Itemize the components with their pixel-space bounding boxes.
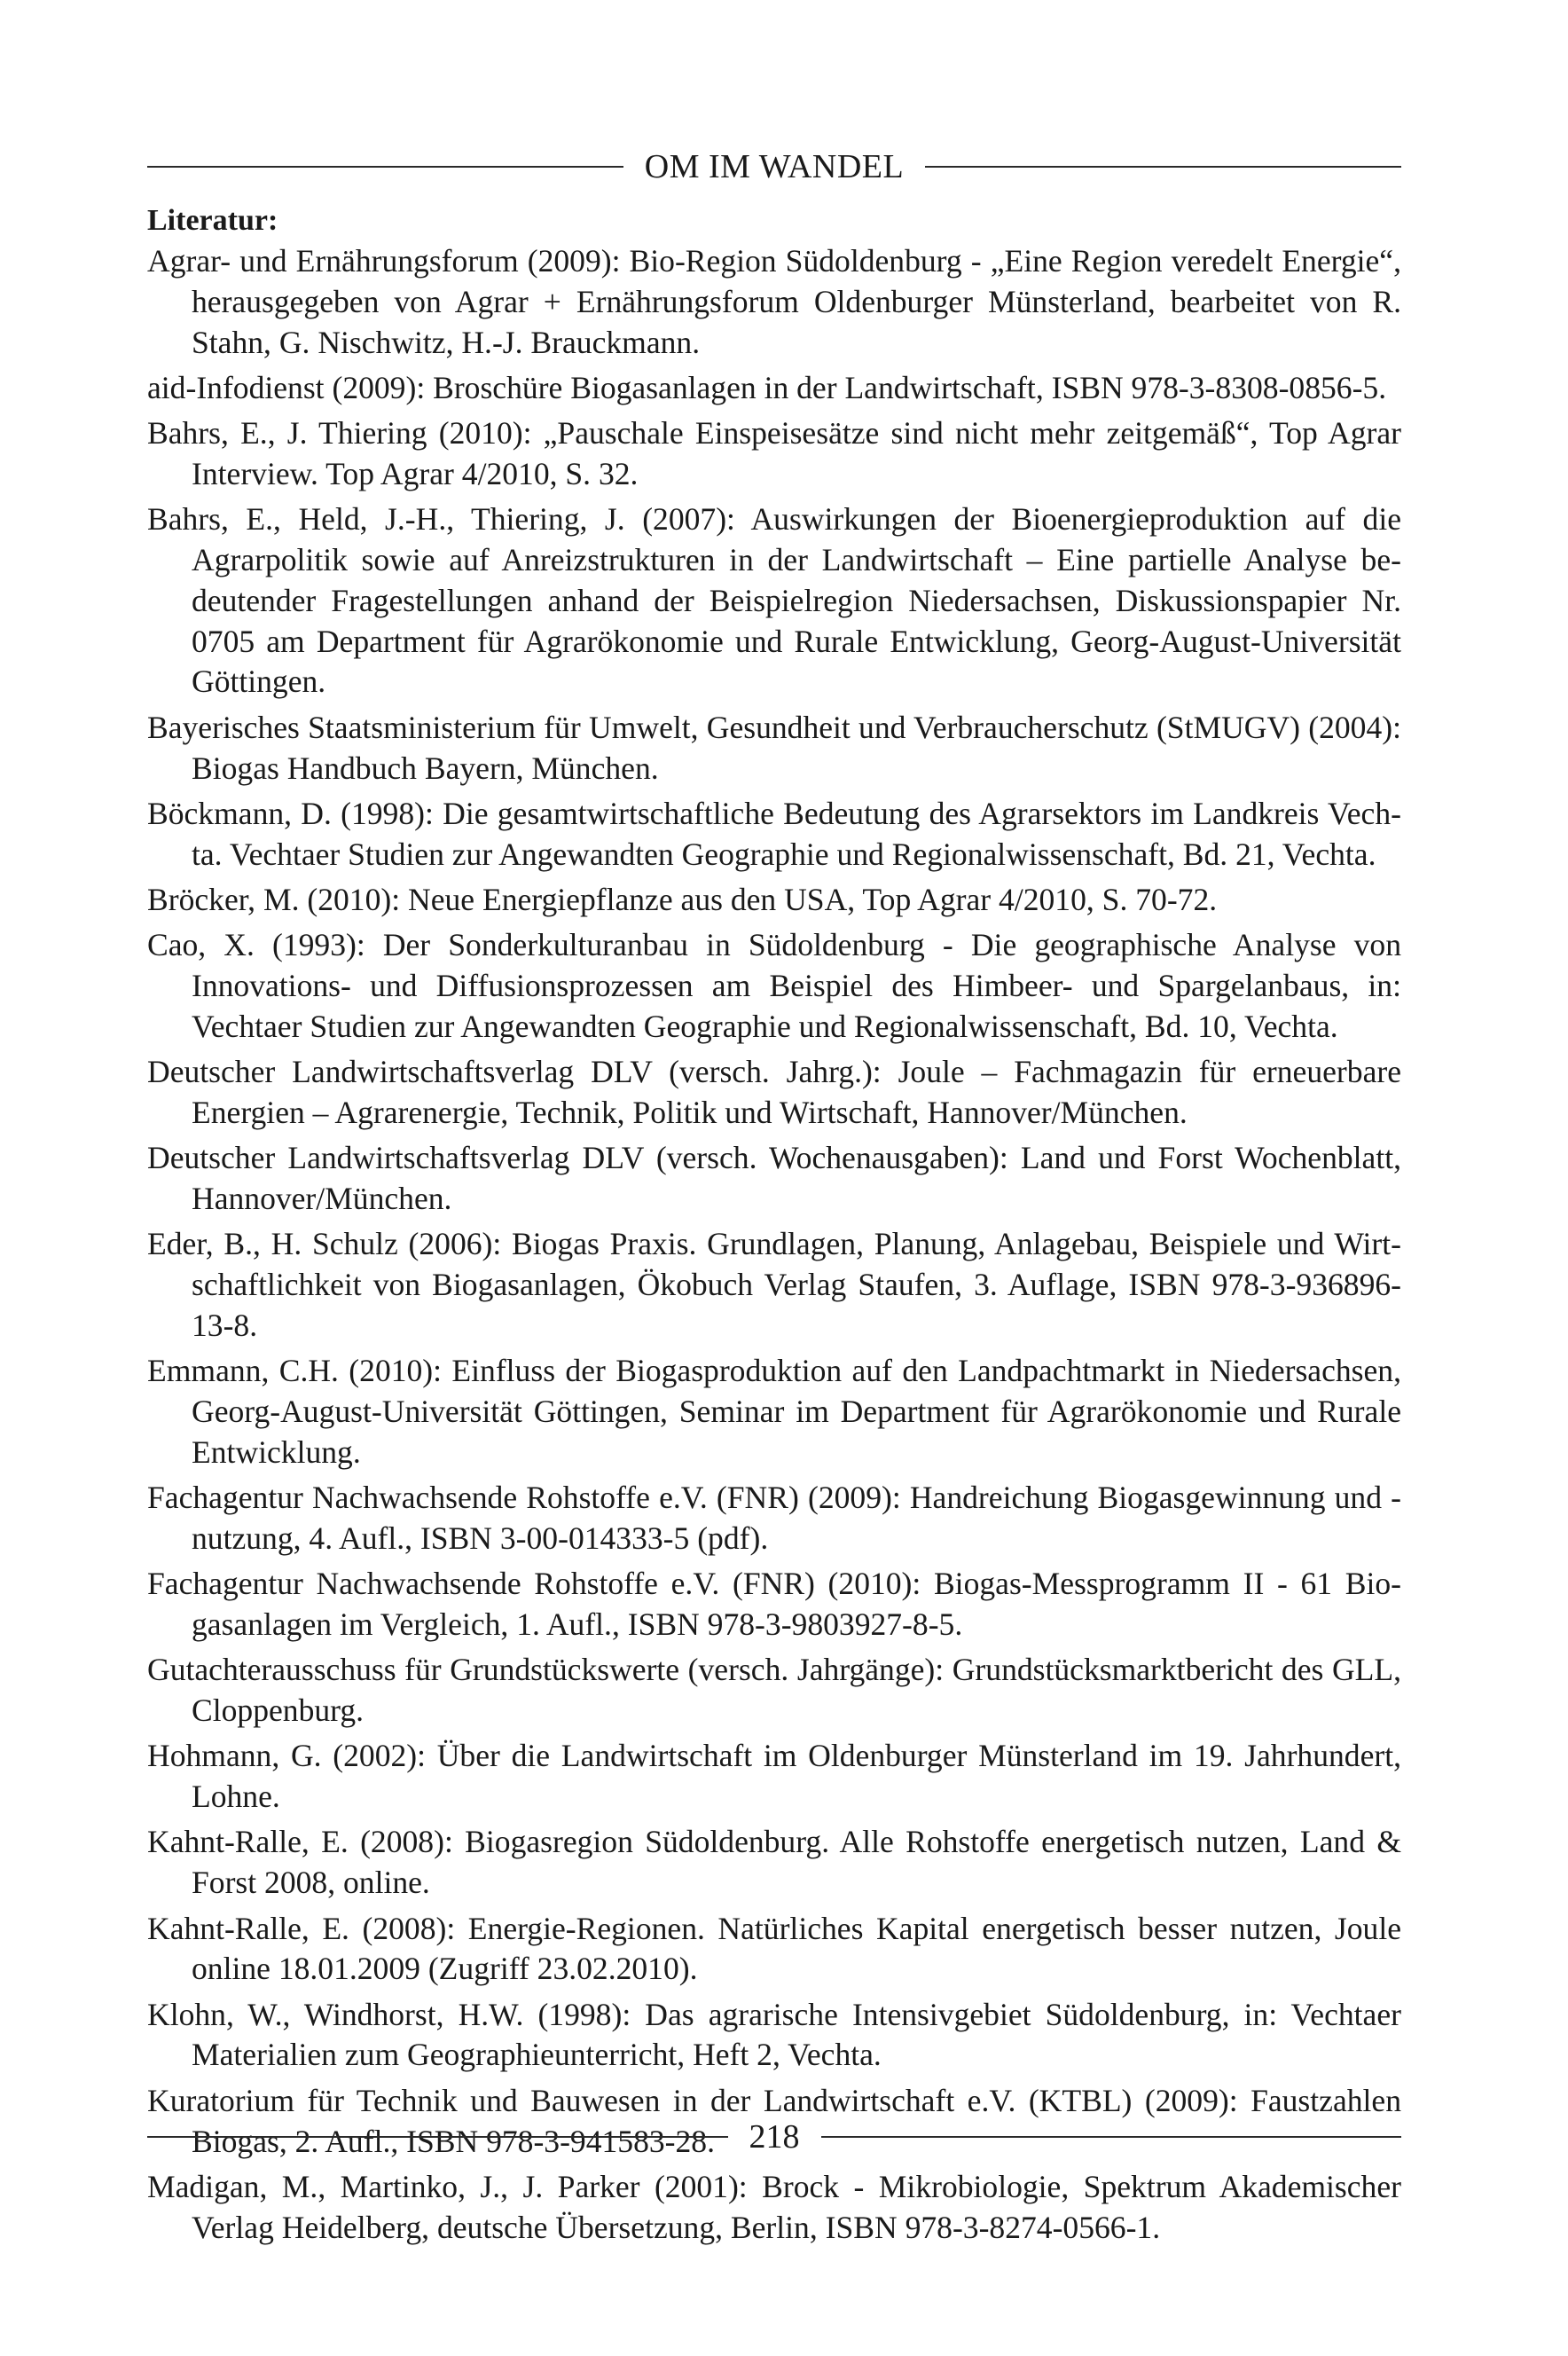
reference-item: Madigan, M., Martinko, J., J. Parker (2001): Brock - Mikrobiologie, Spektrum Akademischer Verlag Heidelberg, deutsche Übersetzung, Berlin, ISBN 978-3-8274-0566-1. [147,2168,1401,2245]
reference-item: Bröcker, M. (2010): Neue Energiepflanze aus den USA, Top Agrar 4/2010, S. 70-72. [147,881,1218,917]
header-title: OM IM WANDEL [644,148,905,185]
reference-item: Bahrs, E., Held, J.-H., Thiering, J. (2007): Auswirkungen der Bioenergieproduktion auf die Agrarpolitik sowie auf Anreizstrukturen in der Landwirtschaft – Eine partielle Analyse bedeutender Fragestellungen anhand der Beispielregion Niedersachsen, Diskussionspapier Nr. 0705 am Department für Agrarökonomie und Rurale Entwicklung, Georg-August-Universität Göttingen. [147,501,1401,700]
reference-item: Agrar- und Ernährungsforum (2009): Bio-Region Südoldenburg - „Eine Region veredelt Energie“, herausgegeben von Agrar + Ernährungsforum Oldenburger Münsterland, bearbeitet von R. Stahn, G. Nischwitz, H.-J. Brauckmann. [147,243,1401,360]
reference-item: Fachagentur Nachwachsende Rohstoffe e.V. (FNR) (2010): Biogas-Messprogramm II - 61 Biogasanlagen im Vergleich, 1. Aufl., ISBN 978-3-9803927-8-5. [147,1566,1401,1642]
reference-item: Bayerisches Staatsministerium für Umwelt, Gesundheit und Verbraucherschutz (StMUGV) (2004): Biogas Handbuch Bayern, München. [147,709,1401,786]
reference-item: Hohmann, G. (2002): Über die Landwirtschaft im Oldenburger Münsterland im 19. Jahrhundert, Lohne. [147,1738,1401,1815]
header-rule-left [147,166,623,168]
reference-item: Bahrs, E., J. Thiering (2010): „Pauschale Einspeisesätze sind nicht mehr zeitgemäß“, Top Agrar Interview. Top Agrar 4/2010, S. 32. [147,415,1401,491]
reference-item: Emmann, C.H. (2010): Einfluss der Biogasproduktion auf den Landpachtmarkt in Niedersachsen, Georg-August-Universität Göttingen, Seminar im Department für Agrarökonomie und Rurale Entwicklung. [147,1353,1401,1470]
reference-item: Kuratorium für Technik und Bauwesen in der Landwirtschaft e.V. (KTBL) (2009): Faustzahlen Biogas, 2. Aufl., ISBN 978-3-941583-28. [147,2082,1401,2159]
reference-item: Fachagentur Nachwachsende Rohstoffe e.V. (FNR) (2009): Handreichung Biogasgewinnung und -nutzung, 4. Aufl., ISBN 3-00-014333-5 (pdf). [147,1480,1401,1556]
section-title: Literatur: [147,204,278,237]
footer-rule-right [821,2136,1402,2138]
reference-item: aid-Infodienst (2009): Broschüre Biogasanlagen in der Landwirtschaft, ISBN 978-3-8308-0856-5. [147,369,1387,405]
main-content [147,200,1401,2253]
reference-item: Kahnt-Ralle, E. (2008): Energie-Regionen. Natürliches Kapital energetisch besser nutzen, Joule online 18.01.2009 (Zugriff 23.02.2010). [147,1910,1401,1987]
page-number: 218 [749,2118,800,2156]
reference-item: Böckmann, D. (1998): Die gesamtwirtschaftliche Bedeutung des Agrarsektors im Landkreis Vechta. Vechtaer Studien zur Angewandten Geographie und Regionalwissenschaft, Bd. 21, Vechta. [147,795,1401,872]
reference-list [147,241,1401,2248]
header-rule-right [925,166,1401,168]
running-header [147,142,1401,192]
reference-item: Gutachterausschuss für Grundstückswerte (versch. Jahrgänge): Grundstücksmarktbericht des GLL, Cloppenburg. [147,1652,1401,1729]
reference-item: Cao, X. (1993): Der Sonderkulturanbau in Südoldenburg - Die geographische Analyse von Innovations- und Diffusionsprozessen am Beispiel des Himbeer- und Spargelanbaus, in: Vechtaer Studien zur Angewandten Geographie und Regionalwissenschaft, Bd. 10, Vechta. [147,927,1401,1044]
reference-item: Klohn, W., Windhorst, H.W. (1998): Das agrarische Intensivgebiet Südoldenburg, in: Vechtaer Materialien zum Geographieunterricht, Heft 2, Vechta. [147,1996,1401,2073]
reference-item: Kahnt-Ralle, E. (2008): Biogasregion Südoldenburg. Alle Rohstoffe energetisch nutzen, Land & Forst 2008, online. [147,1824,1401,1901]
footer-rule-left [147,2136,728,2138]
running-footer [147,2112,1401,2162]
reference-item: Eder, B., H. Schulz (2006): Biogas Praxis. Grundlagen, Planung, Anlagebau, Beispiele und Wirtschaftlichkeit von Biogasanlagen, Ökobuch Verlag Staufen, 3. Auflage, ISBN 978-3-936896-13-8. [147,1226,1401,1343]
reference-item: Deutscher Landwirtschaftsverlag DLV (versch. Wochenausgaben): Land und Forst Wochenblatt, Hannover/München. [147,1140,1401,1217]
reference-item: Deutscher Landwirtschaftsverlag DLV (versch. Jahrg.): Joule – Fachmagazin für erneuerbare Energien – Agrarenergie, Technik, Politik und Wirtschaft, Hannover/München. [147,1054,1401,1130]
